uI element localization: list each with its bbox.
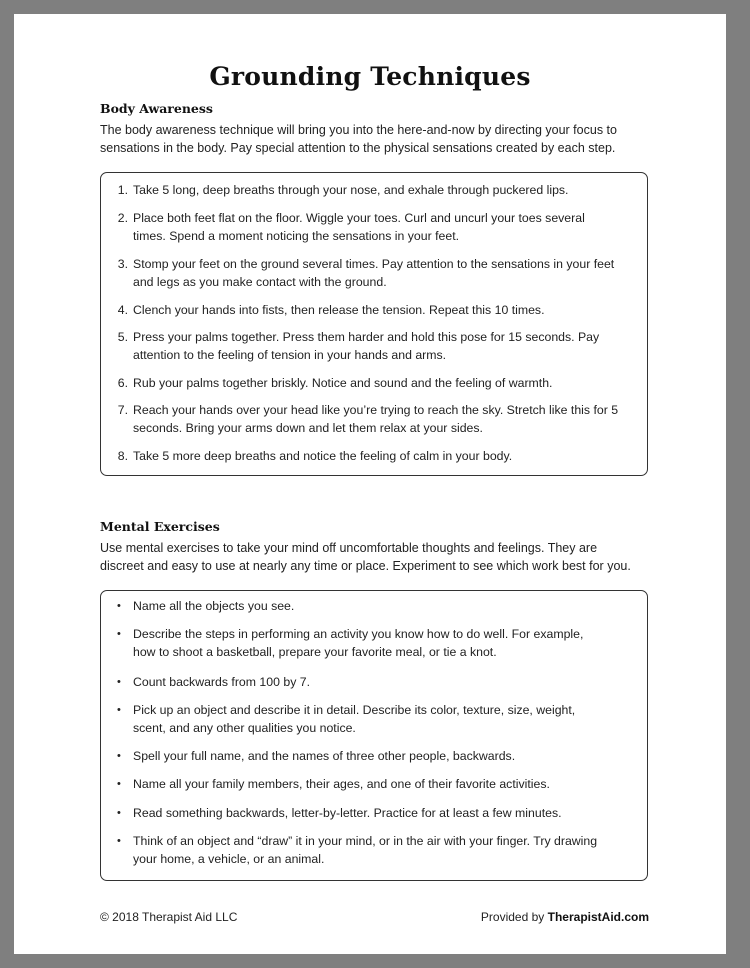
- step-number: 8.: [117, 449, 128, 463]
- bullet-icon: •: [117, 704, 121, 716]
- mental-exercises-intro: [100, 539, 660, 575]
- exercise-text: [133, 747, 641, 765]
- bullet-icon: •: [117, 807, 121, 819]
- step-text-line-1: Stomp your feet on the ground several times. Pay attention to the sensations in your feet: [133, 257, 615, 271]
- bullet-icon: •: [117, 750, 121, 762]
- footer-provided-by-label: Provided by: [480, 910, 545, 924]
- step-text: [133, 301, 641, 319]
- exercise-text: [133, 597, 641, 615]
- mental-exercises-intro-line-2: discreet and easy to use at nearly any time or place. Experiment to see which work best for you.: [100, 559, 631, 573]
- step-number: 7.: [117, 403, 128, 417]
- exercise-text-line-2: how to shoot a basketball, prepare your favorite meal, or tie a knot.: [133, 645, 497, 659]
- body-awareness-intro: [100, 121, 660, 157]
- exercise-text-line-1: Describe the steps in performing an activity you know how to do well. For example,: [133, 627, 584, 641]
- mental-exercises-intro-line-1: Use mental exercises to take your mind off uncomfortable thoughts and feelings. They are: [100, 541, 598, 555]
- exercise-text-line-2: scent, and any other qualities you notice.: [133, 721, 356, 735]
- exercise-text: [133, 775, 641, 793]
- body-awareness-intro-line-1: The body awareness technique will bring you into the here-and-now by directing your focus to: [100, 123, 617, 137]
- step-text: [133, 209, 641, 245]
- bullet-icon: •: [117, 628, 121, 640]
- step-text-line-2: seconds. Bring your arms down and let them relax at your sides.: [133, 421, 483, 435]
- footer-provided-by: [481, 910, 649, 924]
- body-awareness-steps-box: [100, 172, 648, 476]
- exercise-text-line-1: Pick up an object and describe it in detail. Describe its color, texture, size, weight,: [133, 703, 576, 717]
- mental-exercises-box: [100, 590, 648, 881]
- mental-exercises-heading: Mental Exercises: [100, 519, 220, 534]
- step-number: 3.: [117, 257, 128, 271]
- step-number: 5.: [117, 330, 128, 344]
- step-text-line-1: Clench your hands into fists, then release the tension. Repeat this 10 times.: [133, 303, 545, 317]
- exercise-text: [133, 625, 641, 661]
- step-text-line-2: attention to the feeling of tension in your hands and arms.: [133, 348, 447, 362]
- step-text-line-1: Take 5 more deep breaths and notice the feeling of calm in your body.: [133, 449, 513, 463]
- exercise-text: [133, 804, 641, 822]
- step-text-line-2: times. Spend a moment noticing the sensations in your feet.: [133, 229, 460, 243]
- exercise-text: [133, 701, 641, 737]
- step-text: [133, 401, 641, 437]
- bullet-icon: •: [117, 778, 121, 790]
- body-awareness-heading: Body Awareness: [100, 101, 213, 116]
- step-text: [133, 181, 641, 199]
- step-text: [133, 328, 641, 364]
- step-text-line-1: Press your palms together. Press them harder and hold this pose for 15 seconds. Pay: [133, 330, 600, 344]
- bullet-icon: •: [117, 600, 121, 612]
- step-text: [133, 374, 641, 392]
- step-text: [133, 447, 641, 465]
- step-number: 4.: [117, 303, 128, 317]
- footer-copyright: © 2018 Therapist Aid LLC: [100, 910, 238, 924]
- step-number: 2.: [117, 211, 128, 225]
- bullet-icon: •: [117, 835, 121, 847]
- step-text: [133, 255, 641, 291]
- footer-site-link[interactable]: TherapistAid.com: [547, 910, 649, 924]
- body-awareness-intro-line-2: sensations in the body. Pay special attention to the physical sensations created by each step.: [100, 141, 616, 155]
- worksheet-page: [14, 14, 726, 954]
- exercise-text-line-2: your home, a vehicle, or an animal.: [133, 852, 325, 866]
- exercise-text-line-1: Read something backwards, letter-by-letter. Practice for at least a few minutes.: [133, 806, 562, 820]
- step-text-line-1: Rub your palms together briskly. Notice and sound and the feeling of warmth.: [133, 376, 553, 390]
- exercise-text-line-1: Count backwards from 100 by 7.: [133, 675, 311, 689]
- exercise-text-line-1: Name all your family members, their ages, and one of their favorite activities.: [133, 777, 550, 791]
- step-text-line-2: and legs as you make contact with the ground.: [133, 275, 387, 289]
- step-number: 1.: [117, 183, 128, 197]
- page-title: Grounding Techniques: [209, 62, 531, 91]
- step-text-line-1: Place both feet flat on the floor. Wiggle your toes. Curl and uncurl your toes several: [133, 211, 585, 225]
- exercise-text-line-1: Name all the objects you see.: [133, 599, 295, 613]
- bullet-icon: •: [117, 676, 121, 688]
- exercise-text: [133, 673, 641, 691]
- step-number: 6.: [117, 376, 128, 390]
- step-text-line-1: Take 5 long, deep breaths through your nose, and exhale through puckered lips.: [133, 183, 569, 197]
- exercise-text: [133, 832, 641, 868]
- exercise-text-line-1: Spell your full name, and the names of three other people, backwards.: [133, 749, 516, 763]
- step-text-line-1: Reach your hands over your head like you’re trying to reach the sky. Stretch like this for 5: [133, 403, 619, 417]
- exercise-text-line-1: Think of an object and “draw” it in your mind, or in the air with your finger. Try drawing: [133, 834, 598, 848]
